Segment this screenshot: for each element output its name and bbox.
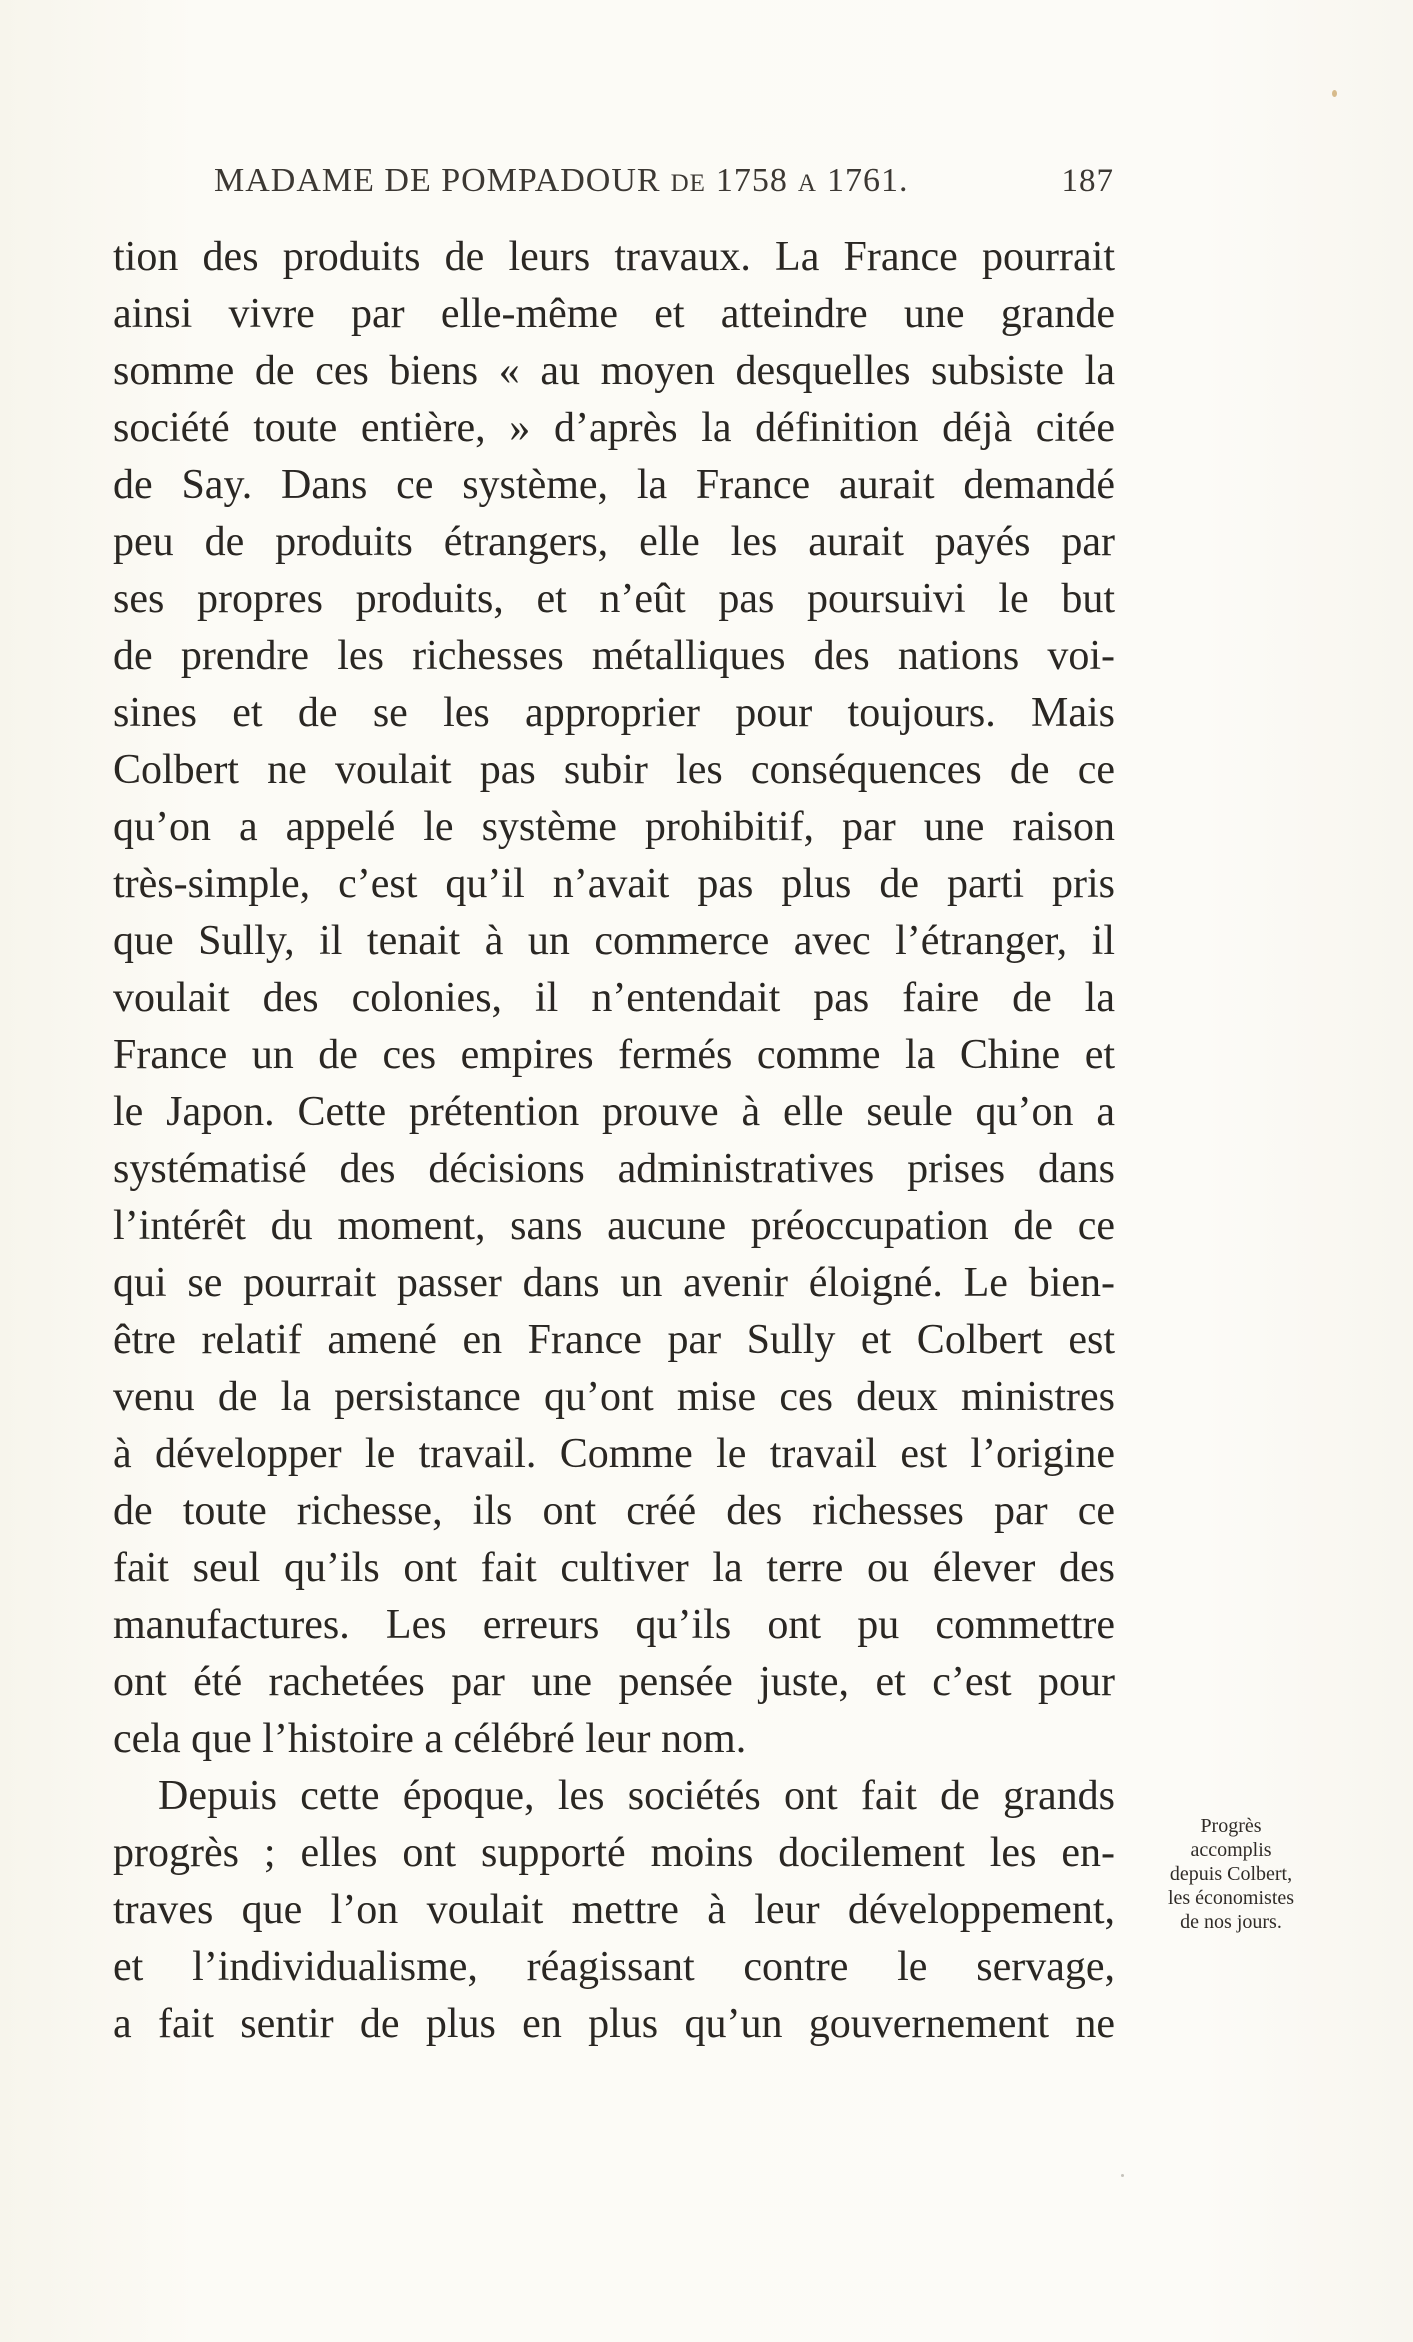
body-line-29: progrès ; elles ont supporté moins docilement les en- xyxy=(113,1830,1115,1876)
body-line-30: traves que l’on voulait mettre à leur développement, xyxy=(113,1887,1115,1933)
header-title-de: DE xyxy=(670,170,706,197)
body-line-13: que Sully, il tenait à un commerce avec l’étranger, il xyxy=(113,918,1115,964)
marginal-note xyxy=(1136,1814,1326,1934)
header-title-main: MADAME DE POMPADOUR xyxy=(214,162,661,199)
running-title xyxy=(214,162,908,200)
marginal-note-line-4: les économistes xyxy=(1167,1887,1295,1909)
body-line-17: systématisé des décisions administratives prises dans xyxy=(113,1146,1115,1192)
marginal-note-line-3: depuis Colbert, xyxy=(1169,1863,1293,1885)
body-line-20: être relatif amené en France par Sully et Colbert est xyxy=(113,1317,1115,1363)
header-title-a: A xyxy=(797,170,817,197)
body-line-25: manufactures. Les erreurs qu’ils ont pu commettre xyxy=(113,1602,1115,1648)
body-line-26: ont été rachetées par une pensée juste, et c’est pour xyxy=(113,1659,1115,1705)
paper-speck xyxy=(1121,2174,1124,2177)
body-line-27: cela que l’histoire a célébré leur nom. xyxy=(113,1716,747,1762)
paper-speck xyxy=(1332,90,1337,97)
body-line-15: France un de ces empires fermés comme la Chine et xyxy=(113,1032,1115,1078)
body-line-23: de toute richesse, ils ont créé des richesses par ce xyxy=(113,1488,1115,1534)
body-line-7: ses propres produits, et n’eût pas poursuivi le but xyxy=(113,576,1115,622)
body-line-4: société toute entière, » d’après la définition déjà citée xyxy=(113,405,1115,451)
body-line-19: qui se pourrait passer dans un avenir éloigné. Le bien- xyxy=(113,1260,1115,1306)
body-line-24: fait seul qu’ils ont fait cultiver la terre ou élever des xyxy=(113,1545,1115,1591)
body-line-1: tion des produits de leurs travaux. La France pourrait xyxy=(113,234,1115,280)
body-line-10: Colbert ne voulait pas subir les conséquences de ce xyxy=(113,747,1115,793)
body-line-2: ainsi vivre par elle-même et atteindre une grande xyxy=(113,291,1115,337)
running-header xyxy=(214,162,1114,208)
body-line-21: venu de la persistance qu’ont mise ces deux ministres xyxy=(113,1374,1115,1420)
body-line-28: Depuis cette époque, les sociétés ont fait de grands xyxy=(158,1773,1115,1819)
main-text-block xyxy=(113,229,1115,2053)
header-year-start: 1758 xyxy=(715,162,788,199)
body-line-18: l’intérêt du moment, sans aucune préoccupation de ce xyxy=(113,1203,1115,1249)
marginal-note-line-5: de nos jours. xyxy=(1180,1911,1282,1933)
marginal-note-line-1: Progrès xyxy=(1200,1815,1262,1837)
header-year-end: 1761. xyxy=(826,162,909,199)
body-line-11: qu’on a appelé le système prohibitif, par une raison xyxy=(113,804,1115,850)
body-line-3: somme de ces biens « au moyen desquelles subsiste la xyxy=(113,348,1115,394)
body-line-14: voulait des colonies, il n’entendait pas faire de la xyxy=(113,975,1115,1021)
body-line-9: sines et de se les approprier pour toujours. Mais xyxy=(113,690,1115,736)
page-number: 187 xyxy=(1061,163,1114,199)
body-line-8: de prendre les richesses métalliques des nations voi- xyxy=(113,633,1115,679)
body-line-5: de Say. Dans ce système, la France aurait demandé xyxy=(113,462,1115,508)
body-line-6: peu de produits étrangers, elle les aurait payés par xyxy=(113,519,1115,565)
body-line-32: a fait sentir de plus en plus qu’un gouvernement ne xyxy=(113,2001,1115,2047)
body-line-16: le Japon. Cette prétention prouve à elle seule qu’on a xyxy=(113,1089,1115,1135)
body-line-22: à développer le travail. Comme le travail est l’origine xyxy=(113,1431,1115,1477)
body-line-12: très-simple, c’est qu’il n’avait pas plus de parti pris xyxy=(113,861,1115,907)
marginal-note-line-2: accomplis xyxy=(1190,1839,1272,1861)
body-line-31: et l’individualisme, réagissant contre le servage, xyxy=(113,1944,1115,1990)
